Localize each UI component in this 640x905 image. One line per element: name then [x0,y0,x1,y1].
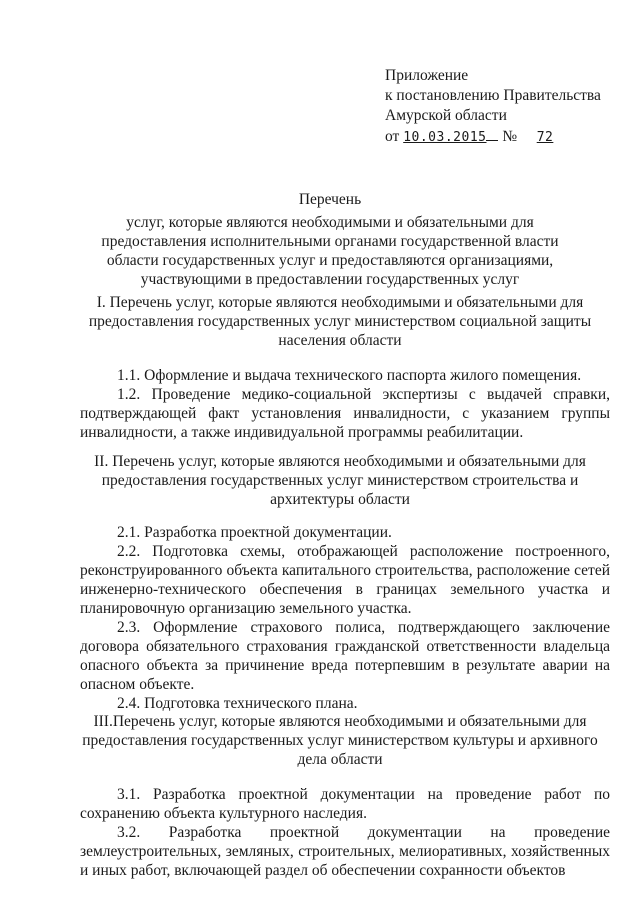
title-subtitle: услуг, которые являются необходимыми и обязательными для предоставления исполнительными органами государственной власти области государственных услуг и предоставляются организациями, участвующими в предоставлении государственных услуг [101,214,559,288]
section-3-heading: III.Перечень услуг, которые являются необходимыми и обязательными для предоставления государственных услуг министерством культуры и архивного дела области [82,713,598,768]
date-prefix: от [385,128,400,145]
list-item: 2.2. Подготовка схемы, отображающей расположение построенного, реконструированного объекта капитального строительства, расположение сетей инженерно-технического обеспечения в границах земельного участка и планировочную организацию земельного участка. [80,543,610,617]
section-2-heading: II. Перечень услуг, которые являются необходимыми и обязательными для предоставления государственных услуг министерством строительства и архитектуры области [94,453,586,508]
list-item: 1.2. Проведение медико-социальной экспертизы с выдачей справки, подтверждающей факт установления инвалидности, с указанием группы инвалидности, а также индивидуальной программы реабилитации. [80,386,610,441]
appendix-block [385,66,601,148]
title-heading: Перечень [298,191,362,208]
list-item: 3.1. Разработка проектной документации на проведение работ по сохранению объекта культурного наследия. [80,786,610,822]
handwritten-number: 72 [536,130,554,145]
number-prefix: № [502,128,518,145]
section-1-body [80,366,610,442]
section-1-heading: I. Перечень услуг, которые являются необходимыми и обязательными для предоставления государственных услуг министерством социальной защиты населения области [88,294,592,349]
section-3-body [80,785,610,880]
list-item: 1.1. Оформление и выдача технического паспорта жилого помещения. [117,367,582,384]
list-item: 2.4. Подготовка технического плана. [117,695,358,712]
appendix-date-line [385,126,601,148]
list-item: 2.3. Оформление страхового полиса, подтверждающего заключение договора обязательного страхования гражданской ответственности владельца опасного объекта за причинение вреда потерпевшим в результате аварии на опасном объекте. [80,619,610,693]
handwritten-date: 10.03.2015 [403,130,487,145]
appendix-label: Приложение [385,67,469,84]
list-item: 2.1. Разработка проектной документации. [117,524,392,541]
appendix-region: Амурской области [385,107,507,124]
list-item: 3.2. Разработка проектной документации на проведение землеустроительных, земляных, строительных, мелиоративных, хозяйственных и иных работ, включающей раздел об обеспечении сохранности объектов [80,824,610,879]
date-underline [486,126,498,141]
document-title [80,190,580,289]
appendix-resolution: к постановлению Правительства [385,87,601,104]
section-2-body [80,523,610,713]
